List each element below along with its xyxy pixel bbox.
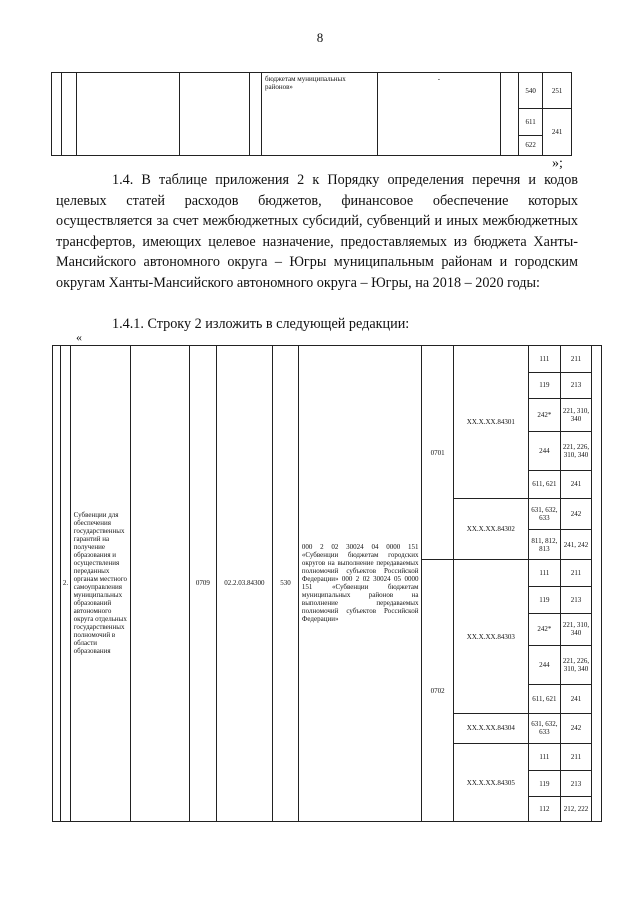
vr-cell: 611, 621 — [528, 470, 560, 499]
target-code: 02.2.03.84300 — [216, 346, 273, 822]
paragraph-1-4-1: 1.4.1. Строку 2 изложить в следующей редакции: — [112, 316, 410, 332]
kosgu-cell: 242 — [560, 713, 591, 744]
top-table-fragment — [51, 72, 572, 156]
vr-cell: 112 — [528, 797, 560, 822]
kosgu-cell: 211 — [560, 560, 591, 587]
code-84305: ХХ.Х.ХХ.84305 — [453, 744, 528, 822]
kosgu-cell: 221, 310, 340 — [560, 613, 591, 646]
vr-cell: 244 — [528, 646, 560, 685]
vr-cell: 119 — [528, 372, 560, 399]
kosgu-cell: 241 — [560, 470, 591, 499]
vr-cell: 119 — [528, 770, 560, 797]
kosgu-cell: 211 — [560, 744, 591, 771]
code-84303: ХХ.Х.ХХ.84303 — [453, 560, 528, 713]
kosgu-cell: 213 — [560, 372, 591, 399]
code-84301: ХХ.Х.ХХ.84301 — [453, 346, 528, 499]
section-code: 0709 — [190, 346, 216, 822]
vr-cell: 811, 812, 813 — [528, 529, 560, 560]
cell — [591, 346, 601, 822]
kosgu-cell: 221, 226, 310, 340 — [560, 646, 591, 685]
code-84302: ХХ.Х.ХХ.84302 — [453, 499, 528, 560]
cell — [131, 346, 190, 822]
top-table-text: бюджетам муниципальных районов» — [262, 73, 378, 156]
top-table-dash: - — [377, 73, 501, 156]
kosgu-cell: 213 — [560, 770, 591, 797]
vr-cell: 540 — [519, 73, 543, 109]
subsection-0701: 0701 — [422, 346, 453, 560]
vr-cell: 111 — [528, 744, 560, 771]
kosgu-cell: 241, 242 — [560, 529, 591, 560]
cell — [501, 73, 519, 156]
row-number: 2. — [61, 346, 70, 822]
vr-cell: 242* — [528, 399, 560, 432]
vr-code: 530 — [273, 346, 299, 822]
code-84304: ХХ.Х.ХХ.84304 — [453, 713, 528, 744]
cell — [249, 73, 261, 156]
closing-quote: »; — [552, 156, 563, 171]
cell — [62, 73, 77, 156]
vr-cell: 111 — [528, 346, 560, 373]
subsection-0702: 0702 — [422, 560, 453, 821]
vr-cell: 631, 632, 633 — [528, 713, 560, 744]
revenue-text: 000 2 02 30024 04 0000 151 «Субвенции бюджетам городских округов на выполнение передаваемых полномочий субъектов Российской Федерации» 000 2 02 30024 05 0000 151 «Субвенции бюджетам муниципальных районов на выполнение передаваемых полномочий субъектов Российской Федерации» — [298, 346, 422, 822]
kosgu-cell: 241 — [560, 685, 591, 714]
kosgu-cell: 211 — [560, 346, 591, 373]
vr-cell: 622 — [519, 135, 543, 155]
vr-cell: 242* — [528, 613, 560, 646]
vr-cell: 244 — [528, 431, 560, 470]
vr-cell: 631, 632, 633 — [528, 499, 560, 530]
row-description: Субвенции для обеспечения государственных гарантий на получение образования и осуществления переданных органам местного самоуправления муниципальных образований автономного округа отдельных государственных полномочий в области образования — [70, 346, 131, 822]
cell — [53, 346, 61, 822]
vr-cell: 119 — [528, 587, 560, 614]
kosgu-cell: 241 — [543, 109, 572, 156]
vr-cell: 111 — [528, 560, 560, 587]
main-table — [52, 345, 602, 822]
vr-cell: 611 — [519, 109, 543, 135]
kosgu-cell: 213 — [560, 587, 591, 614]
cell — [77, 73, 180, 156]
vr-cell: 611, 621 — [528, 685, 560, 714]
spacer — [53, 821, 602, 822]
page-number: 8 — [316, 30, 324, 45]
kosgu-cell: 221, 226, 310, 340 — [560, 431, 591, 470]
cell — [179, 73, 249, 156]
kosgu-cell: 212, 222 — [560, 797, 591, 822]
kosgu-cell: 221, 310, 340 — [560, 399, 591, 432]
kosgu-cell: 251 — [543, 73, 572, 109]
paragraph-1-4: 1.4. В таблице приложения 2 к Порядку определения перечня и кодов целевых статей расходов бюджетов, финансовое обеспечение которых осуществляется за счет межбюджетных субсидий, субвенций и иных межбюджетных трансфертов, имеющих целевое назначение, предоставляемых из бюджета Ханты-Мансийского автономного округа – Югры муниципальным районам и городским округам Ханты-Мансийского автономного округа – Югры, на 2018 – 2020 годы: — [56, 172, 578, 291]
kosgu-cell: 242 — [560, 499, 591, 530]
cell — [52, 73, 62, 156]
opening-quote: « — [76, 330, 82, 344]
